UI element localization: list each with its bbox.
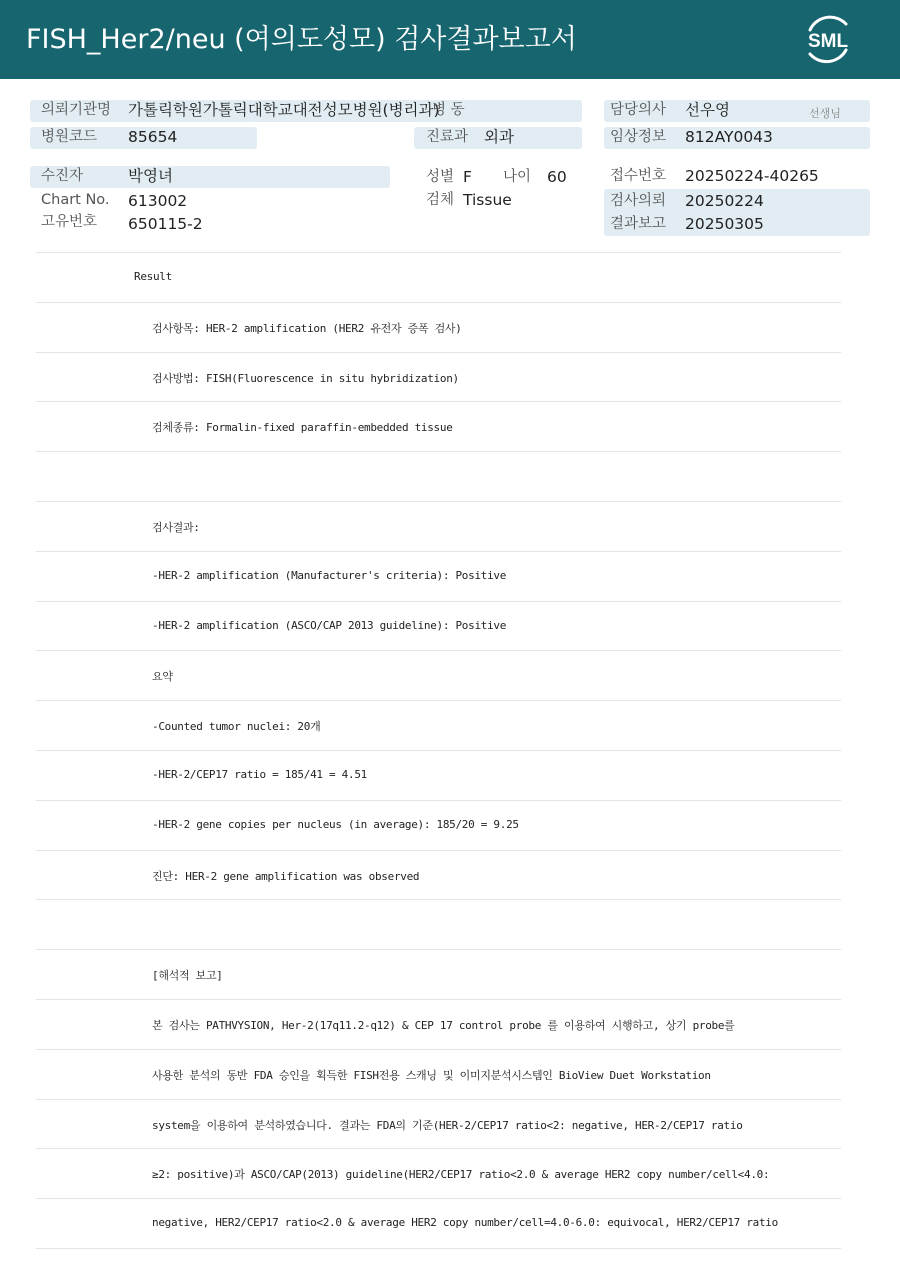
age-value: 60: [547, 168, 567, 186]
report-divider: [36, 302, 841, 303]
report-divider: [36, 999, 841, 1000]
report-line: 사용한 분석의 동반 FDA 승인을 획득한 FISH전용 스캐닝 및 이미지분석시스템인 BioView Duet Workstation: [152, 1069, 711, 1082]
report-line: 본 검사는 PATHVYSION, Her-2(17q11.2-q12) & CEP 17 control probe 를 이용하여 시행하고, 상기 probe를: [152, 1019, 735, 1032]
patient-value: 박영녀: [128, 167, 173, 185]
chart-label: Chart No.: [41, 192, 110, 208]
report-divider: [36, 501, 841, 502]
report-date-label: 결과보고: [610, 216, 667, 232]
institution-value: 가톨릭학원가톨릭대학교대전성모병원(병리과): [128, 101, 440, 119]
dept-label: 진료과: [426, 129, 469, 145]
ward-label: 병 동: [432, 102, 465, 118]
hospital-code-label: 병원코드: [41, 129, 98, 145]
doctor-suffix: 선생님: [809, 107, 841, 120]
doctor-value: 선우영: [685, 101, 730, 119]
doctor-label: 담당의사: [610, 102, 667, 118]
sex-value: F: [463, 168, 472, 186]
report-title: FISH_Her2/neu (여의도성모) 검사결과보고서: [26, 24, 577, 55]
report-line: 진단: HER-2 gene amplification was observed: [152, 870, 420, 883]
report-line: -HER-2 amplification (Manufacturer's criteria): Positive: [152, 569, 507, 582]
clinical-label: 임상정보: [610, 129, 667, 145]
age-label: 나이: [503, 169, 532, 185]
report-divider: [36, 850, 841, 851]
report-divider: [36, 1198, 841, 1199]
id-value: 650115-2: [128, 215, 203, 233]
report-divider: [36, 252, 841, 253]
report-divider: [36, 1248, 841, 1249]
receipt-label: 접수번호: [610, 168, 667, 184]
report-line: -Counted tumor nuclei: 20개: [152, 720, 321, 733]
report-date-value: 20250305: [685, 215, 764, 233]
report-line: 검사항목: HER-2 amplification (HER2 유전자 증폭 검사): [152, 322, 462, 335]
report-divider: [36, 800, 841, 801]
report-divider: [36, 551, 841, 552]
report-divider: [36, 949, 841, 950]
report-header: [0, 0, 900, 79]
hospital-code-value: 85654: [128, 128, 178, 146]
bar-patient: [30, 166, 390, 188]
patient-label: 수진자: [41, 168, 84, 184]
report-divider: [36, 750, 841, 751]
report-line: 요약: [152, 670, 173, 683]
report-divider: [36, 1148, 841, 1149]
dept-value: 외과: [484, 128, 514, 146]
report-divider: [36, 899, 841, 900]
report-line: ≥2: positive)과 ASCO/CAP(2013) guideline(HER2/CEP17 ratio<2.0 & average HER2 copy number/cell<4.0:: [152, 1168, 770, 1181]
request-label: 검사의뢰: [610, 193, 667, 209]
report-divider: [36, 401, 841, 402]
report-line: 검사방법: FISH(Fluorescence in situ hybridization): [152, 372, 459, 385]
logo-text: SML: [807, 31, 849, 52]
specimen-label: 검체: [426, 192, 455, 208]
id-label: 고유번호: [41, 214, 98, 230]
report-divider: [36, 700, 841, 701]
request-value: 20250224: [685, 192, 764, 210]
report-line: 검체종류: Formalin-fixed paraffin-embedded tissue: [152, 421, 453, 434]
report-divider: [36, 650, 841, 651]
chart-value: 613002: [128, 192, 188, 210]
report-line: -HER-2/CEP17 ratio = 185/41 = 4.51: [152, 768, 367, 781]
report-line: system을 이용하여 분석하였습니다. 결과는 FDA의 기준(HER-2/CEP17 ratio<2: negative, HER-2/CEP17 ratio: [152, 1119, 743, 1132]
report-divider: [36, 1049, 841, 1050]
report-line: 검사결과:: [152, 521, 200, 534]
report-divider: [36, 451, 841, 452]
report-line: -HER-2 amplification (ASCO/CAP 2013 guideline): Positive: [152, 619, 507, 632]
institution-label: 의뢰기관명: [41, 102, 112, 118]
report-line: negative, HER2/CEP17 ratio<2.0 & average HER2 copy number/cell=4.0-6.0: equivocal, HER2/CEP17 ratio: [152, 1216, 778, 1229]
specimen-value: Tissue: [463, 191, 512, 209]
clinical-value: 812AY0043: [685, 128, 773, 146]
report-line: Result: [134, 270, 172, 283]
report-line: -HER-2 gene copies per nucleus (in average): 185/20 = 9.25: [152, 818, 519, 831]
report-divider: [36, 601, 841, 602]
report-line: [해석적 보고]: [152, 969, 223, 982]
sml-logo: [798, 10, 858, 68]
report-divider: [36, 1099, 841, 1100]
report-divider: [36, 352, 841, 353]
sex-label: 성별: [426, 169, 455, 185]
receipt-value: 20250224-40265: [685, 167, 819, 185]
